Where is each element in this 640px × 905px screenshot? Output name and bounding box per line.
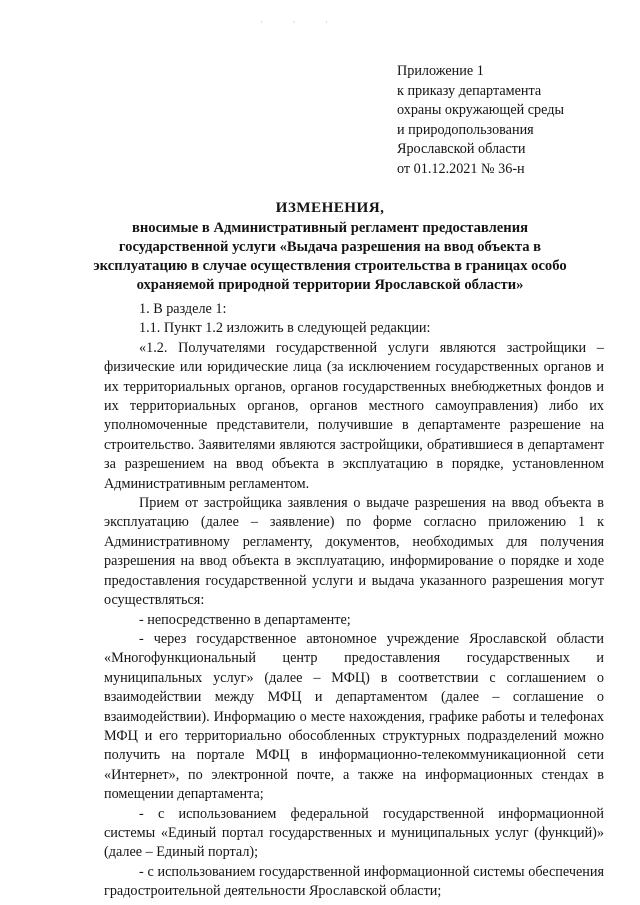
document-body <box>104 300 604 902</box>
document-title <box>88 198 572 295</box>
paragraph-reception: Прием от застройщика заявления о выдаче разрешения на ввод объекта в эксплуатацию (далее – заявление) по форме согласно приложению 1 к Административному регламенту, документов, необходимых для получения разрешения на ввод объекта в эксплуатацию, информирование о порядке и ходе предоставления государственной услуги и выдача указанного разрешения могут осуществляться: <box>104 495 604 609</box>
list-item-unified-portal: - с использованием федеральной государственной информационной системы «Единый портал государственных и муниципальных услуг (функций)» (далее – Единый портал); <box>104 805 604 861</box>
list-item-mfc: - через государственное автономное учреждение Ярославской области «Многофункциональный центр предоставления государственных и муниципальных услуг» (далее – МФЦ) в соответствии с соглашением о взаимодействии между МФЦ и департаментом (далее – соглашение о взаимодействии). Информацию о месте нахождения, графике работы и телефонах МФЦ и его территориально обособленных структурных подразделений можно получить на портале МФЦ в информационно-телекоммуникационной сети «Интернет», по электронной почте, а также на информационных стендах в помещении департамента; <box>104 630 604 803</box>
appendix-line: Ярославской области <box>397 141 526 158</box>
list-item-isogd: - с использованием государственной информационной системы обеспечения градостроительной деятельности Ярославской области; <box>104 863 604 900</box>
appendix-line: от 01.12.2021 № 36-н <box>397 160 525 177</box>
appendix-line: охраны окружающей среды <box>397 102 565 119</box>
scan-specks: · · · <box>260 18 334 27</box>
paragraph-item-1-1: 1.1. Пункт 1.2 изложить в следующей редакции: <box>139 320 431 337</box>
paragraph-item-1-2: «1.2. Получателями государственной услуги являются застройщики – физические или юридические лица (за исключением государственных органов и их территориальных органов, органов государственных внебюджетных фондов и их территориальных органов, органов местного самоуправления) либо их уполномоченные представители, получившие в департаменте разрешение на строительство. Заявителями являются застройщики, обратившиеся в департамент за разрешением на ввод объекта в эксплуатацию в порядке, установленном Административным регламентом. <box>104 339 604 492</box>
appendix-block <box>397 62 617 180</box>
appendix-line: Приложение 1 <box>397 63 484 79</box>
appendix-line: и природопользования <box>397 121 534 138</box>
list-item-department: - непосредственно в департаменте; <box>139 611 351 628</box>
paragraph-section-1: 1. В разделе 1: <box>139 301 227 317</box>
title-sub: вносимые в Административный регламент предоставления государственной услуги «Выдача разрешения на ввод объекта в эксплуатацию в случае осуществления строительства в границах особо охраняемой природной территории Ярославской области» <box>93 220 567 293</box>
title-main: ИЗМЕНЕНИЯ, <box>275 199 385 216</box>
appendix-line: к приказу департамента <box>397 82 542 99</box>
